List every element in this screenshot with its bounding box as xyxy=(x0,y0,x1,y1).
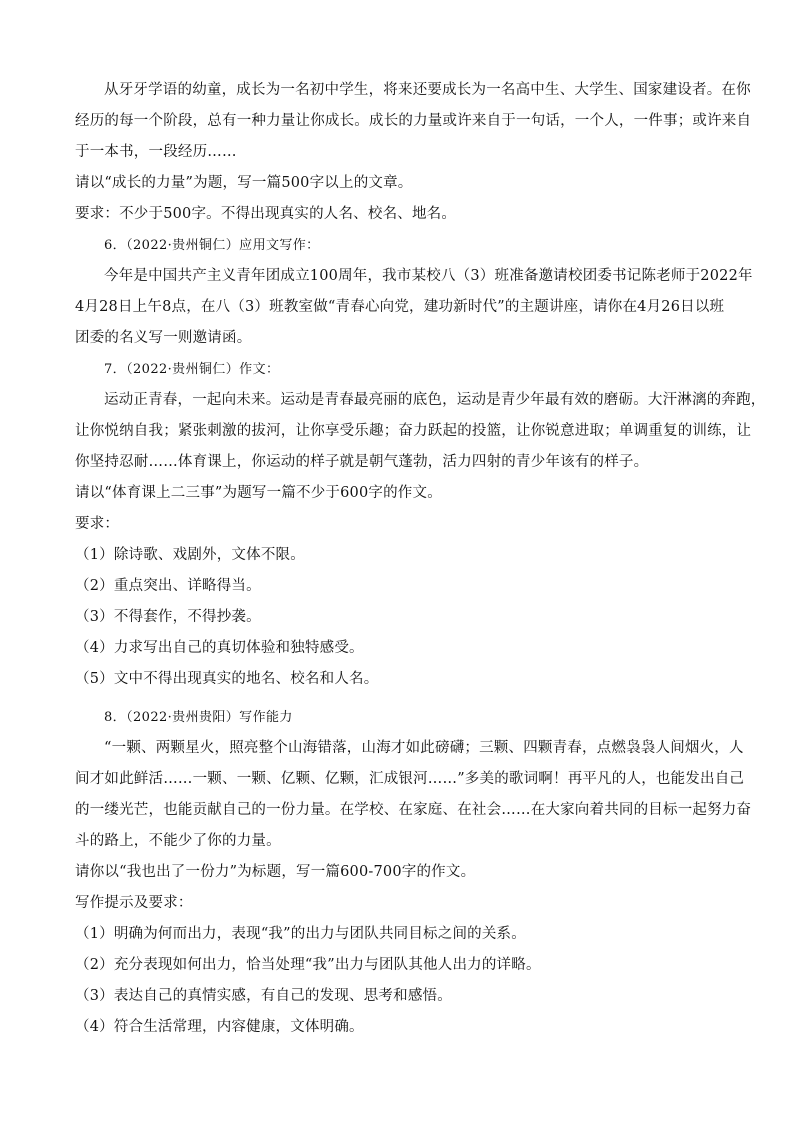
q5-paragraph-line-3: 于一本书，一段经历…… xyxy=(75,144,237,160)
q6-paragraph-line-1: 今年是中国共产主义青年团成立100周年，我市某校八（3）班准备邀请校团委书记陈老师于2022年 xyxy=(104,268,753,284)
q5-prompt: 请以“成长的力量”为题，写一篇500字以上的文章。 xyxy=(75,175,413,191)
q6-section xyxy=(75,230,753,354)
q7-requirement-item: （4）力求写出自己的真切体验和独特感受。 xyxy=(75,640,364,656)
q7-requirement-item: （2）重点突出、详略得当。 xyxy=(75,578,261,594)
q8-requirement-item: （2）充分表现如何出力，恰当处理“我”出力与团队其他人出力的详略。 xyxy=(75,957,541,973)
q8-paragraph-line-1: “一颗、两颗星火，照亮整个山海错落，山海才如此磅礴；三颗、四颗青春，点燃袅袅人间烟火，人 xyxy=(104,740,744,756)
q8-requirement-item: （4）符合生活常理，内容健康，文体明确。 xyxy=(75,1019,364,1035)
q8-paragraph-line-2: 间才如此鲜活……一颗、一颗、亿颗、亿颗，汇成银河……”多美的歌词啊！再平凡的人，也能发出自己 xyxy=(75,771,745,787)
q8-requirement-item: （1）明确为何而出力，表现“我”的出力与团队共同目标之间的关系。 xyxy=(75,926,526,942)
q7-paragraph-line-2: 让你悦纳自我；紧张刺激的拔河，让你享受乐趣；奋力跃起的投篮，让你锐意进取；单调重复的训练，让 xyxy=(75,423,752,439)
q5-requirement: 要求：不少于500字。不得出现真实的人名、校名、地名。 xyxy=(75,206,457,222)
q6-paragraph-line-3: 团委的名义写一则邀请函。 xyxy=(75,330,252,346)
q7-paragraph-line-1: 运动正青春，一起向未来。运动是青春最亮丽的底色，运动是青少年最有效的磨砺。大汗淋漓的奔跑， xyxy=(104,392,766,408)
q7-paragraph-line-3: 你坚持忍耐……体育课上，你运动的样子就是朝气蓬勃，活力四射的青少年该有的样子。 xyxy=(75,454,649,470)
q8-paragraph-line-4: 斗的路上，不能少了你的力量。 xyxy=(75,833,281,849)
q7-requirement-label: 要求： xyxy=(75,516,120,532)
q5-paragraph-line-1: 从牙牙学语的幼童，成长为一名初中学生，将来还要成长为一名高中生、大学生、国家建设者。在你 xyxy=(104,82,751,98)
q5-paragraph-line-2: 经历的每一个阶段，总有一种力量让你成长。成长的力量或许来自于一句话，一个人，一件事；或许来自 xyxy=(75,113,752,129)
q8-paragraph-line-3: 的一缕光芒，也能贡献自己的一份力量。在学校、在家庭、在社会……在大家向着共同的目标一起努力奋 xyxy=(75,802,752,818)
q5-section xyxy=(75,75,752,230)
q6-header: 6．（2022·贵州铜仁）应用文写作： xyxy=(104,238,320,253)
q8-header: 8．（2022·贵州贵阳）写作能力 xyxy=(104,710,293,725)
q7-requirement-item: （5）文中不得出现真实的地名、校名和人名。 xyxy=(75,671,379,687)
q7-section xyxy=(75,354,766,695)
q8-requirement-item: （3）表达自己的真情实感，有自己的发现、思考和感悟。 xyxy=(75,988,452,1004)
q8-section xyxy=(75,702,752,1043)
q7-requirement-item: （3）不得套作，不得抄袭。 xyxy=(75,609,261,625)
q8-prompt: 请你以“我也出了一份力”为标题，写一篇600-700字的作文。 xyxy=(75,864,476,880)
q8-requirement-label: 写作提示及要求： xyxy=(75,895,193,911)
q7-prompt: 请以“体育课上二三事”为题写一篇不少于600字的作文。 xyxy=(75,485,442,501)
q7-header: 7．（2022·贵州铜仁）作文： xyxy=(104,362,280,377)
q6-paragraph-line-2: 4月28日上午8点，在八（3）班教室做“青春心向党，建功新时代”的主题讲座，请你在4月26日以班 xyxy=(75,299,725,315)
q7-requirement-item: （1）除诗歌、戏剧外，文体不限。 xyxy=(75,547,305,563)
